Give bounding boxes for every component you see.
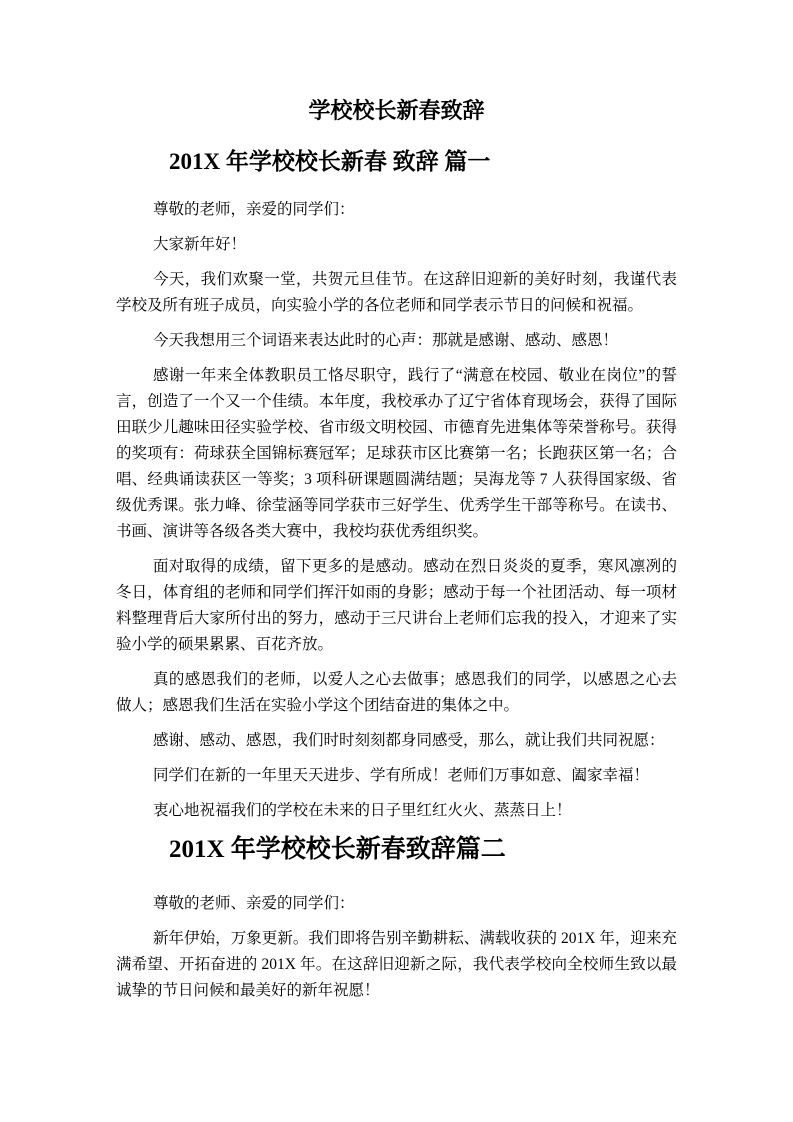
paragraph-three-words: 今天我想用三个词语来表达此时的心声：那就是感谢、感动、感恩！ (153, 332, 619, 349)
paragraph-thanksgiving: 真的感恩我们的老师，以爱人之心去做事；感恩我们的同学，以感恩之心去做人；感恩我们生活在实验小学这个团结奋进的集体之中。 (116, 671, 677, 714)
paragraph-being-moved: 面对取得的成绩，留下更多的是感动。感动在烈日炎炎的夏季，寒风凛冽的冬日，体育组的老师和同学们挥汗如雨的身影；感动于每一个社团活动、每一项材料整理背后大家所付出的努力，感动于三尺讲台上老师们忘我的投入，才迎来了实验小学的硕果累累、百花齐放。 (116, 558, 677, 653)
paragraph-new-year-opening: 新年伊始，万象更新。我们即将告别辛勤耕耘、满载收获的 201X 年，迎来充满希望、开拓奋进的 201X 年。在这辞旧迎新之际，我代表学校向全校师生致以最诚挚的节日问候和最美好的新年祝愿！ (116, 930, 677, 999)
paragraph-common-wish: 感谢、感动、感恩，我们时时刻刻都身同感受，那么，就让我们共同祝愿： (153, 732, 665, 749)
section-2-heading: 201X 年学校校长新春致辞篇二 (169, 836, 506, 863)
paragraph-opening: 今天，我们欢聚一堂，共贺元旦佳节。在这辞旧迎新的美好时刻，我谨代表学校及所有班子成员，向实验小学的各位老师和同学表示节日的问候和祝福。 (116, 271, 677, 314)
paragraph-greeting: 大家新年好！ (153, 236, 247, 253)
paragraph-wish-students-teachers: 同学们在新的一年里天天进步、学有所成！老师们万事如意、阖家幸福！ (153, 767, 650, 784)
paragraph-salutation-2: 尊敬的老师、亲爱的同学们： (153, 895, 355, 912)
paragraph-gratitude-achievements: 感谢一年来全体教职员工恪尽职守，践行了“满意在校园、敬业在岗位”的誓言，创造了一个又一个佳绩。本年度，我校承办了辽宁省体育现场会，获得了国际田联少儿趣味田径实验学校、省市级文明校园、市德育先进集体等荣誉称号。获得的奖项有：荷球获全国锦标赛冠军；足球获市区比赛第一名；长跑获区第一名；合唱、经典诵读获区一等奖；3 项科研课题圆满结题；吴海龙等 7 人获得国家级、省级优秀课。张力峰、徐莹涵等同学获市三好学生、优秀学生干部等称号。在读书、书画、演讲等各级各类大赛中，我校均获优秀组织奖。 (116, 367, 677, 540)
section-1-heading: 201X 年学校校长新春 致辞 篇一 (169, 149, 491, 174)
paragraph-salutation-1: 尊敬的老师，亲爱的同学们： (153, 201, 355, 218)
document-title: 学校校长新春致辞 (308, 98, 485, 123)
paragraph-wish-school: 衷心地祝福我们的学校在未来的日子里红红火火、蒸蒸日上！ (153, 802, 572, 819)
